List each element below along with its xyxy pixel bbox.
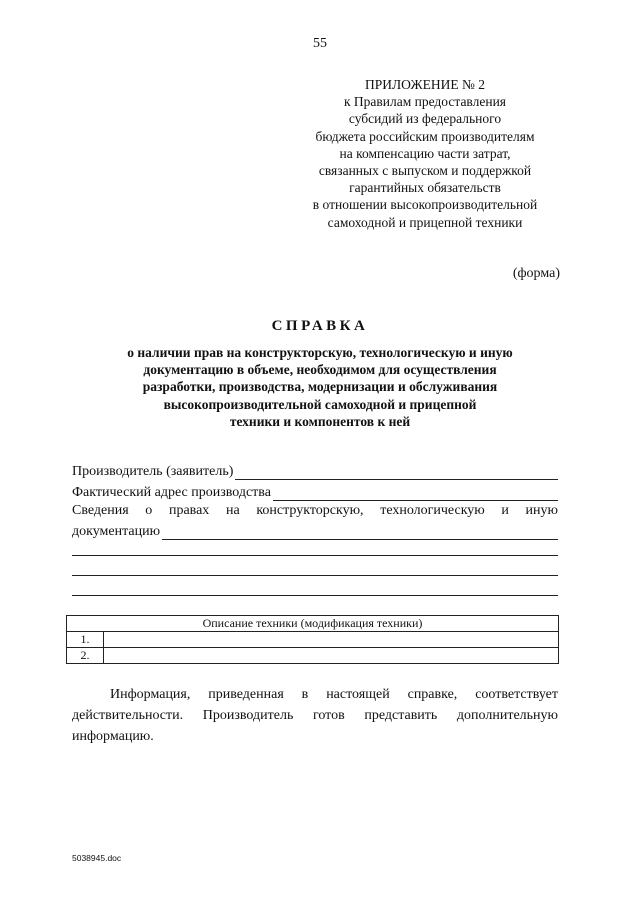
statement-line: действительности. Производитель готов представить дополнительную [72, 708, 558, 723]
appendix-line: на компенсацию части затрат, [339, 145, 511, 161]
manufacturer-blank[interactable] [235, 465, 558, 480]
document-subtitle [80, 344, 560, 430]
rights-line: Сведения о правах на конструкторскую, технологическую и иную [72, 503, 558, 518]
table-header-row [67, 616, 559, 632]
appendix-line: бюджета российским производителям [315, 128, 535, 144]
blank-line[interactable] [72, 595, 558, 596]
appendix-title: ПРИЛОЖЕНИЕ № 2 [364, 77, 486, 92]
table-header: Описание техники (модификация техники) [67, 616, 559, 632]
appendix-line: к Правилам предоставления [343, 94, 507, 110]
rights-label: документацию [72, 524, 161, 539]
form-mark: (форма) [512, 266, 560, 281]
page-number: 55 [313, 36, 327, 51]
table-row [67, 648, 559, 664]
manufacturer-label: Производитель (заявитель) [72, 464, 234, 479]
technique-table [66, 615, 559, 664]
row-number: 2. [67, 648, 104, 664]
address-blank[interactable] [273, 486, 558, 501]
appendix-line: связанных с выпуском и поддержкой [318, 163, 532, 179]
appendix-line: в отношении высокопроизводительной [312, 197, 538, 213]
subtitle-line: разработки, производства, модернизации и обслуживания [142, 379, 498, 395]
manufacturer-field[interactable] [72, 462, 558, 480]
appendix-line: гарантийных обязательств [349, 180, 501, 196]
blank-line[interactable] [72, 575, 558, 576]
subtitle-line: документацию в объеме, необходимом для осуществления [143, 362, 497, 378]
table-row [67, 632, 559, 648]
statement-line [72, 684, 558, 705]
appendix-line: самоходной и прицепной техники [327, 214, 523, 230]
statement-line: информацию. [72, 729, 154, 744]
address-field[interactable] [72, 483, 558, 501]
subtitle-line: техники и компонентов к ней [229, 413, 411, 429]
rights-field[interactable] [72, 522, 558, 540]
statement-text: Информация, приведенная в настоящей справке, соответствует [110, 687, 558, 702]
subtitle-line: о наличии прав на конструкторскую, технологическую и иную [127, 345, 513, 360]
rights-blank[interactable] [162, 525, 558, 540]
statement-paragraph [72, 684, 558, 747]
appendix-block [290, 76, 560, 231]
row-value-cell[interactable] [104, 632, 559, 648]
row-value-cell[interactable] [104, 648, 559, 664]
footer-file-name: 5038945.doc [72, 853, 122, 863]
appendix-line: субсидий из федерального [348, 111, 502, 127]
address-label: Фактический адрес производства [72, 485, 271, 500]
subtitle-line: высокопроизводительной самоходной и прицепной [163, 396, 477, 412]
row-number: 1. [67, 632, 104, 648]
blank-line[interactable] [72, 555, 558, 556]
document-title: СПРАВКА [271, 318, 369, 334]
